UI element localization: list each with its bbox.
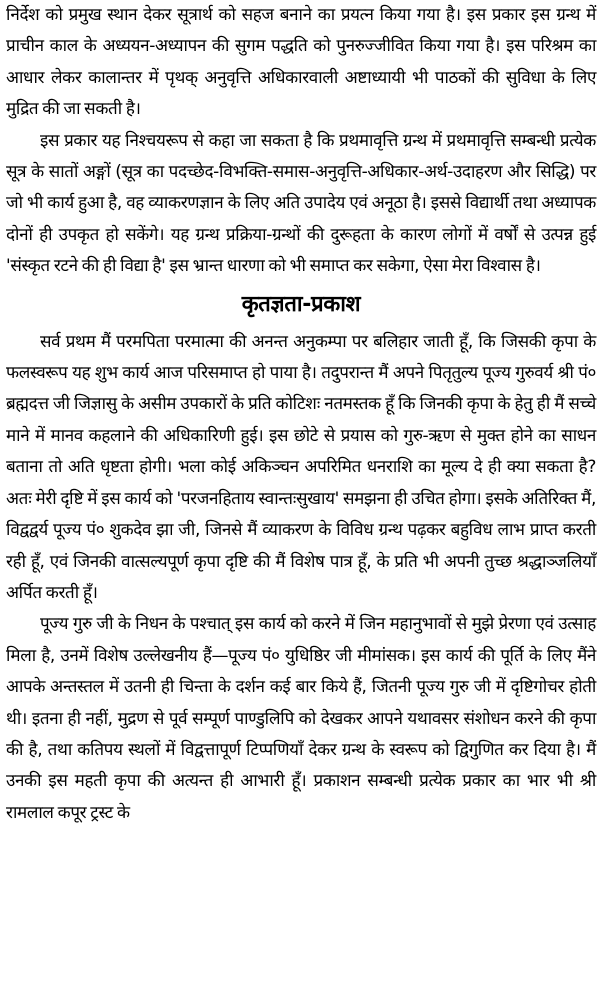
paragraph-gratitude-1: सर्व प्रथम मैं परमपिता परमात्मा की अनन्त अनुकम्पा पर बलिहार जाती हूँ, कि जिसकी कृपा के फलस्वरूप यह शुभ कार्य आज परिसमाप्त हो पाया है। तदुपरान्त मैं अपने पितृतुल्य पूज्य गुरुवर्य श्री पं० ब्रह्मदत्त जी जिज्ञासु के असीम उपकारों के प्रति कोटिशः नतमस्तक हूँ कि जिनकी कृपा के हेतु ही मैं सच्चे माने में मानव कहलाने की अधिकारिणी हुई। इस छोटे से प्रयास को गुरु-ऋण से मुक्त होने का साधन बताना तो अति धृष्टता होगी। भला कोई अकिञ्चन अपरिमित धनराशि का मूल्य दे ही क्या सकता है? अतः मेरी दृष्टि में इस कार्य को 'परजनहिताय स्वान्तःसुखाय' समझना ही उचित होगा। इसके अतिरिक्त मैं, विद्वद्वर्य पूज्य पं० शुकदेव झा जी, जिनसे मैं व्याकरण के विविध ग्रन्थ पढ़कर बहुविध लाभ प्राप्त करती रही हूँ, एवं जिनकी वात्सल्यपूर्ण कृपा दृष्टि की मैं विशेष पात्र हूँ, के प्रति भी अपनी तुच्छ श्रद्धाञ्जलियाँ अर्पित करती हूँ।	[6, 331, 596, 603]
section-heading: कृतज्ञता-प्रकाश	[241, 291, 361, 317]
paragraph-intro-end: निर्देश को प्रमुख स्थान देकर सूत्रार्थ को सहज बनाने का प्रयत्न किया गया है। इस प्रकार इस ग्रन्थ में प्राचीन काल के अध्ययन-अध्यापन की सुगम पद्धति को पुनरुज्जीवित किया गया है। इस परिश्रम का आधार लेकर कालान्तर में पृथक् अनुवृत्ति अधिकारवाली अष्टाध्यायी भी पाठकों की सुविधा के लिए मुद्रित की जा सकती है।	[6, 5, 596, 120]
paragraph-conclusion: इस प्रकार यह निश्चयरूप से कहा जा सकता है कि प्रथमावृत्ति ग्रन्थ में प्रथमावृत्ति सम्बन्धी प्रत्येक सूत्र के सातों अङ्गों (सूत्र का पदच्छेद-विभक्ति-समास-अनुवृत्ति-अधिकार-अर्थ-उदाहरण और सिद्धि) पर जो भी कार्य हुआ है, वह व्याकरणज्ञान के लिए अति उपादेय एवं अनूठा है। इससे विद्यार्थी तथा अध्यापक दोनों ही उपकृत हो सकेंगे। यह ग्रन्थ प्रक्रिया-ग्रन्थों की दुरूहता के कारण लोगों में वर्षों से उत्पन्न हुई 'संस्कृत रटने की ही विद्या है' इस भ्रान्त धारणा को भी समाप्त कर सकेगा, ऐसा मेरा विश्वास है।	[6, 130, 596, 277]
paragraph-gratitude-2: पूज्य गुरु जी के निधन के पश्चात् इस कार्य को करने में जिन महानुभावों से मुझे प्रेरणा एवं उत्साह मिला है, उनमें विशेष उल्लेखनीय हैं—पूज्य पं० युधिष्ठिर जी मीमांसक। इस कार्य की पूर्ति के लिए मैंने आपके अन्तस्तल में उतनी ही चिन्ता के दर्शन कई बार किये हैं, जितनी पूज्य गुरु जी में दृष्टिगोचर होती थी। इतना ही नहीं, मुद्रण से पूर्व सम्पूर्ण पाण्डुलिपि को देखकर आपने यथावसर संशोधन करने की कृपा की है, तथा कतिपय स्थलों में विद्वत्तापूर्ण टिप्पणियाँ देकर ग्रन्थ के स्वरूप को द्विगुणित कर दिया है। मैं उनकी इस महती कृपा की अत्यन्त ही आभारी हूँ। प्रकाशन सम्बन्धी प्रत्येक प्रकार का भार भी श्री रामलाल कपूर ट्रस्ट के	[6, 614, 596, 823]
